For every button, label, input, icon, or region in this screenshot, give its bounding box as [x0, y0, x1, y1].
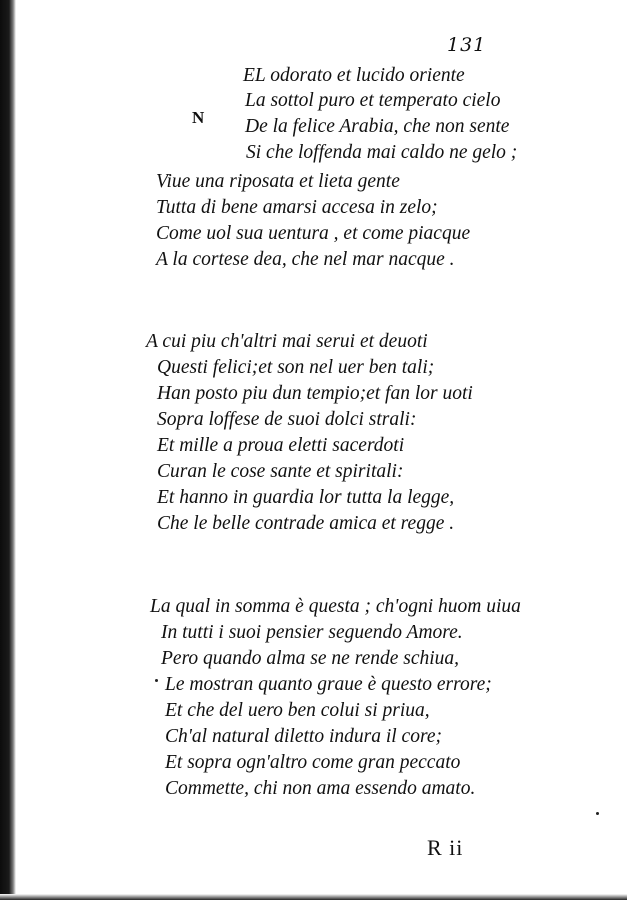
verse-line: De la felice Arabia, che non sente: [245, 116, 510, 137]
verse-line: In tutti i suoi pensier seguendo Amore.: [161, 622, 463, 643]
verse-line: Han posto piu dun tempio;et fan lor uoti: [157, 383, 473, 404]
verse-line: A cui piu ch'altri mai serui et deuoti: [146, 331, 428, 352]
verse-line: Si che loffenda mai caldo ne gelo ;: [246, 142, 518, 163]
verse-line: Come uol sua uentura , et come piacque: [156, 223, 471, 244]
verse-line: Et hanno in guardia lor tutta la legge,: [157, 487, 455, 508]
verse-line: Commette, chi non ama essendo amato.: [165, 778, 476, 799]
verse-line: EL odorato et lucido oriente: [243, 65, 465, 86]
drop-initial: N: [192, 108, 205, 127]
verse-line: Tutta di bene amarsi accesa in zelo;: [156, 197, 438, 218]
verse-line: Le mostran quanto graue è questo errore;: [165, 674, 492, 695]
ink-speck: [596, 812, 599, 815]
verse-line: Sopra loffese de suoi dolci strali:: [157, 409, 417, 430]
verse-line: La sottol puro et temperato cielo: [245, 90, 501, 111]
verse-line: Et che del uero ben colui si priua,: [165, 700, 430, 721]
verse-line: Pero quando alma se ne rende schiua,: [161, 648, 460, 669]
verse-line: A la cortese dea, che nel mar nacque .: [156, 249, 455, 270]
page-bottom-edge: [0, 894, 627, 900]
page-number: 131: [447, 34, 487, 56]
verse-line: La qual in somma è questa ; ch'ogni huom uiua: [150, 596, 521, 617]
ink-speck: [155, 679, 158, 682]
verse-line: Et mille a proua eletti sacerdoti: [157, 435, 405, 456]
verse-line: Curan le cose sante et spiritali:: [157, 461, 404, 482]
book-binding-edge: [0, 0, 16, 900]
verse-line: Ch'al natural diletto indura il core;: [165, 726, 442, 747]
verse-line: Viue una riposata et lieta gente: [156, 171, 400, 192]
verse-line: Che le belle contrade amica et regge .: [157, 513, 455, 534]
gathering-signature: R ii: [427, 835, 464, 860]
verse-line: Questi felici;et son nel uer ben tali;: [157, 357, 435, 378]
verse-line: Et sopra ogn'altro come gran peccato: [165, 752, 461, 773]
